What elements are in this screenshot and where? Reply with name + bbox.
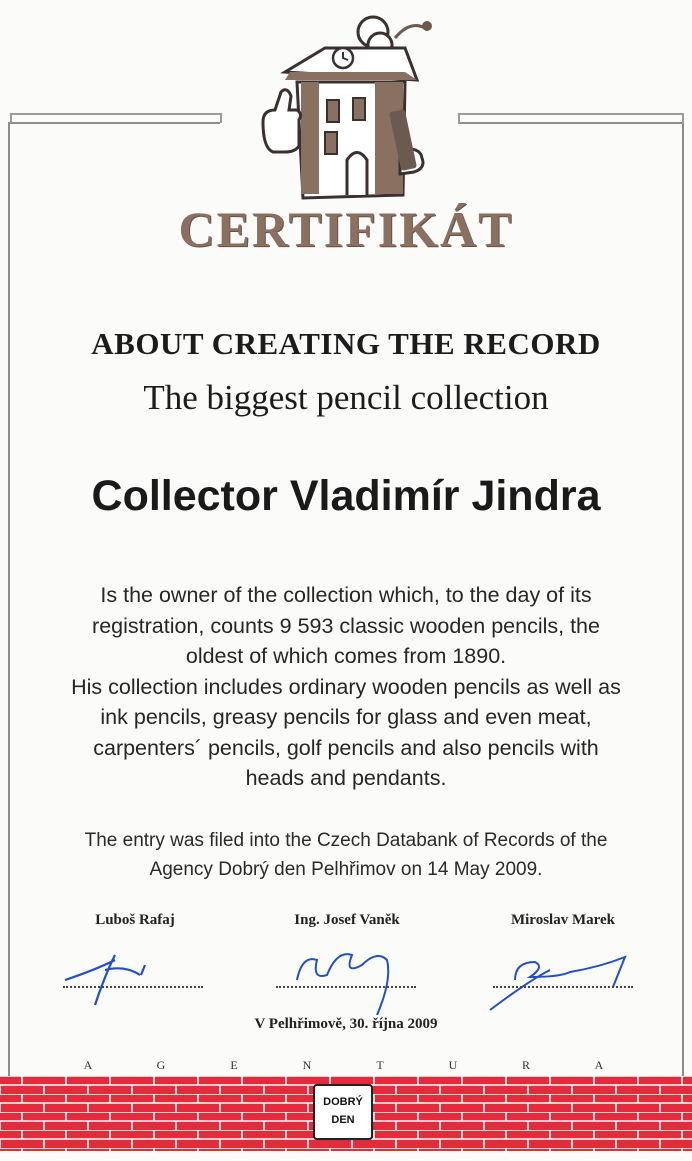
agency-letter: A: [83, 1058, 93, 1072]
agency-letter: U: [448, 1058, 458, 1072]
signatory-name: Luboš Rafaj: [95, 912, 175, 928]
mascot-building-icon: [255, 10, 435, 205]
frame-bracket-left: [10, 113, 222, 123]
signature-line: [63, 986, 203, 988]
record-description: [20, 580, 672, 794]
description-line: Is the owner of the collection which, to the day of its: [100, 583, 592, 607]
agency-letter: E: [230, 1058, 238, 1072]
frame-right-line: [682, 122, 684, 1077]
agency-letter: R: [521, 1058, 530, 1072]
frame-left-line: [8, 122, 10, 1077]
entry-line: The entry was filed into the Czech Databank of Records of the: [84, 830, 608, 851]
logo-bottom-text: DEN: [331, 1114, 355, 1126]
signature-mark: [262, 935, 432, 1015]
frame-bracket-right: [458, 113, 684, 123]
agency-letter: N: [302, 1058, 312, 1072]
description-line: heads and pendants.: [245, 766, 447, 790]
description-line: registration, counts 9 593 classic wooden pencils, the: [92, 613, 600, 638]
signature-mark: [45, 935, 215, 1015]
description-line: carpenters´ pencils, golf pencils and also pencils with: [93, 735, 599, 760]
signature-line: [493, 986, 633, 988]
description-line: ink pencils, greasy pencils for glass and even meat,: [100, 705, 592, 729]
signatory-name: Ing. Josef Vaněk: [294, 912, 400, 928]
signatory-name: Miroslav Marek: [510, 912, 615, 928]
description-line: His collection includes ordinary wooden pencils as well as: [71, 674, 621, 699]
agency-letter: A: [594, 1058, 604, 1072]
record-holder: Collector Vladimír Jindra: [91, 472, 601, 520]
record-heading: ABOUT CREATING THE RECORD: [91, 326, 601, 361]
agency-letter: G: [156, 1058, 166, 1072]
description-line: oldest of which comes from 1890.: [185, 644, 507, 668]
agency-logo: [313, 1084, 373, 1140]
entry-statement: [0, 826, 692, 884]
certificate-title: CERTIFIKÁT: [178, 201, 514, 257]
agency-letter: T: [376, 1058, 384, 1072]
entry-line: Agency Dobrý den Pelhřimov on 14 May 2009.: [149, 859, 543, 880]
signature-mark: [470, 935, 640, 1015]
logo-top-text: DOBRÝ: [323, 1096, 363, 1108]
place-and-date: V Pelhřimově, 30. října 2009: [254, 1016, 438, 1032]
record-name: The biggest pencil collection: [143, 378, 549, 417]
signature-line: [276, 986, 416, 988]
